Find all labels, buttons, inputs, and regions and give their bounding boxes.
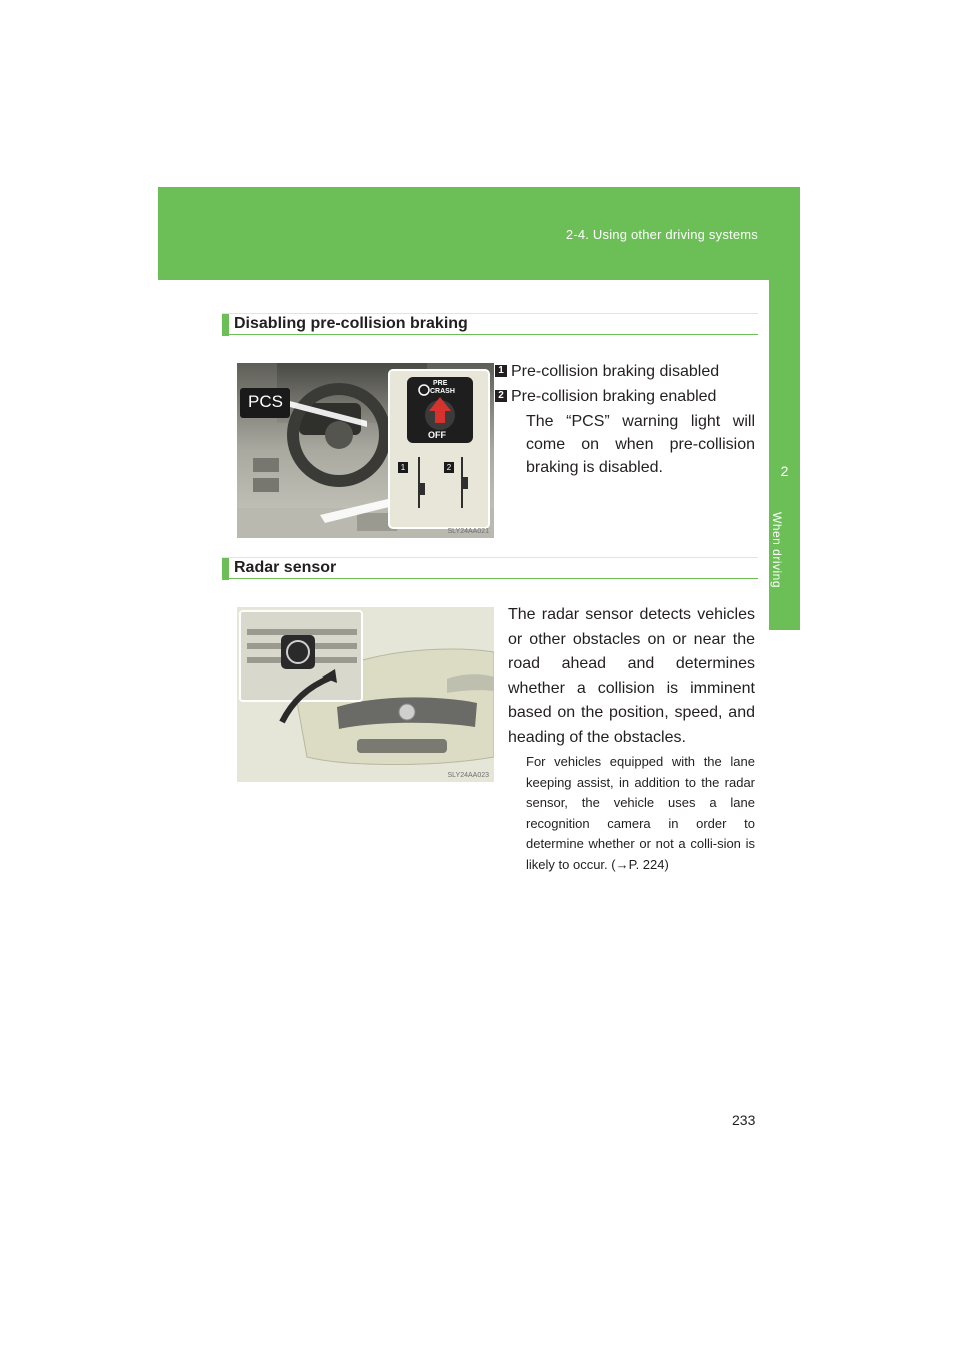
heading-bar [222, 314, 229, 336]
list-item-text: Pre-collision braking disabled [511, 363, 720, 380]
figure-code: SLY24AA021 [447, 528, 489, 535]
lane-keeping-note: For vehicles equipped with the lane keeping assist, in addition to the radar sensor, the vehicle uses a lane recognition camera in order to determine whether or not a colli-sion is likely to occur. (→P. 224) [526, 754, 755, 872]
callout-1: 1 [398, 462, 408, 473]
list-item-text: Pre-collision braking enabled [511, 388, 717, 405]
list-number-2: 2 [495, 390, 507, 402]
section-heading-pre-collision [222, 313, 758, 335]
section-heading-radar [222, 557, 758, 579]
chapter-side-tab [769, 280, 800, 630]
callout-2: 2 [444, 462, 454, 473]
heading-text: Radar sensor [234, 559, 337, 576]
pcs-warning-label: PCS [248, 392, 283, 411]
radar-sensor-figure [237, 607, 494, 782]
heading-bar [222, 558, 229, 580]
car-front-illustration [237, 607, 494, 782]
pcs-warning-description: The “PCS” warning light will come on when pre-collision braking is disabled. [526, 413, 755, 476]
chapter-header-band [158, 187, 800, 280]
switch-label-pre: PRE [433, 380, 448, 387]
pcs-switch-figure [237, 363, 494, 538]
figure-code: SLY24AA023 [447, 772, 489, 779]
heading-text: Disabling pre-collision braking [234, 315, 468, 332]
page-number: 233 [732, 1112, 756, 1128]
switch-label-off: OFF [428, 430, 446, 440]
list-number-1: 1 [495, 365, 507, 377]
dashboard-illustration [237, 363, 494, 538]
chapter-label: When driving [770, 512, 784, 589]
chapter-number: 2 [780, 463, 789, 479]
radar-sensor-description: The radar sensor detects vehicles or other obstacles on or near the road ahead and determines whether a collision is imminent based on the position, speed, and heading of the obstacles. [508, 606, 755, 746]
switch-label-crash: CRASH [430, 388, 455, 395]
section-title: 2-4. Using other driving systems [565, 227, 758, 242]
